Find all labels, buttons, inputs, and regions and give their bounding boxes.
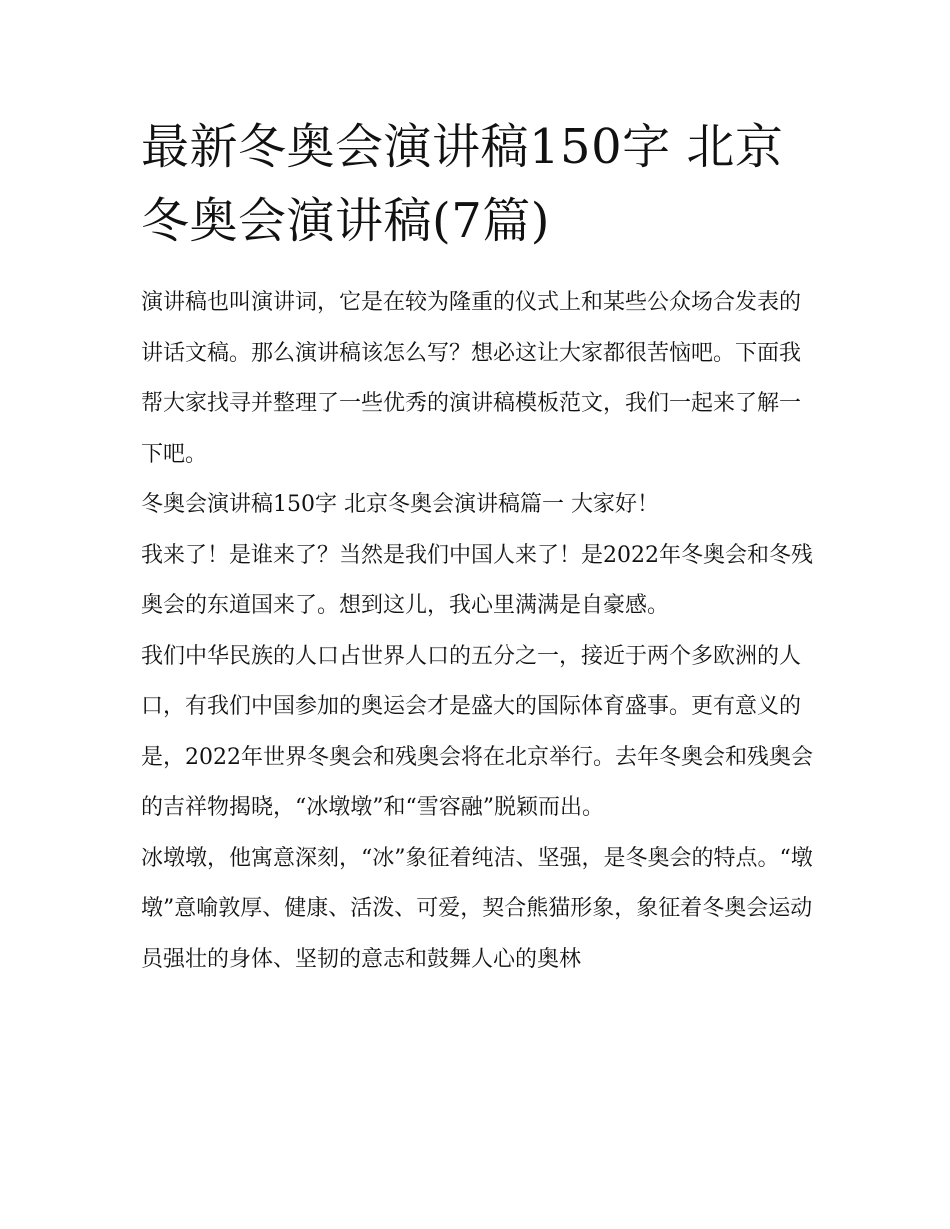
document-page (141, 110, 813, 985)
paragraph-body-3: 冰墩墩，他寓意深刻，“冰”象征着纯洁、坚强，是冬奥会的特点。“墩墩”意喻敦厚、健康、活泼、可爱，契合熊猫形象，象征着冬奥会运动员强壮的身体、坚韧的意志和鼓舞人心的奥林 (141, 845, 813, 972)
paragraph-section-heading: 冬奥会演讲稿150字 北京冬奥会演讲稿篇一 大家好！ (141, 492, 659, 517)
paragraph-body-2: 我们中华民族的人口占世界人口的五分之一，接近于两个多欧洲的人口，有我们中国参加的奥运会才是盛大的国际体育盛事。更有意义的是，2022年世界冬奥会和残奥会将在北京举行。去年冬奥会和残奥会的吉祥物揭晓，“冰墩墩”和“雪容融”脱颖而出。 (141, 643, 813, 820)
document-title: 最新冬奥会演讲稿150字 北京冬奥会演讲稿(7篇) (141, 119, 784, 249)
paragraph-intro: 演讲稿也叫演讲词，它是在较为隆重的仪式上和某些公众场合发表的讲话文稿。那么演讲稿该怎么写？想必这让大家都很苦恼吧。下面我帮大家找寻并整理了一些优秀的演讲稿模板范文，我们一起来了解一下吧。 (141, 290, 802, 467)
paragraph-body-1: 我来了！是谁来了？当然是我们中国人来了！是2022年冬奥会和冬残奥会的东道国来了。想到这儿，我心里满满是自豪感。 (141, 542, 813, 618)
